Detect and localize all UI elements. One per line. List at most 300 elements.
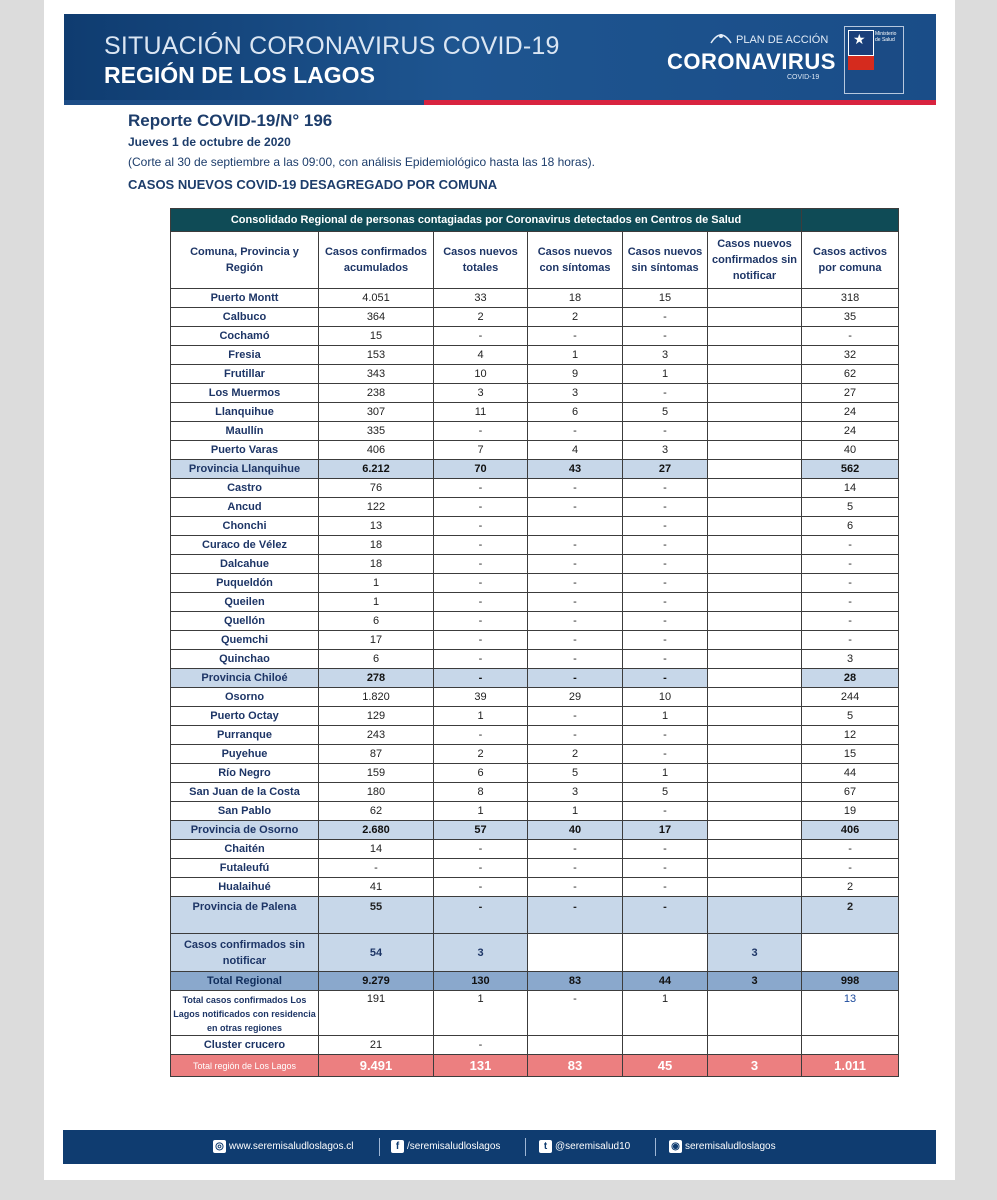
row-value-cell: - [528, 498, 623, 517]
row-value-cell [708, 897, 802, 934]
row-value-cell [708, 308, 802, 327]
row-value-cell: 1 [623, 764, 708, 783]
stripe-blue [64, 100, 424, 105]
row-name-cell: Puerto Varas [171, 441, 319, 460]
row-value-cell: - [802, 631, 899, 650]
row-value-cell: 9.279 [319, 972, 434, 991]
row-value-cell: - [623, 631, 708, 650]
flag-star-icon: ★ [853, 31, 866, 47]
row-value-cell: 562 [802, 460, 899, 479]
row-value-cell: 45 [623, 1055, 708, 1077]
row-value-cell: 40 [802, 441, 899, 460]
header-cell: Casos nuevos confirmados sin notificar [708, 232, 802, 289]
table-row [171, 745, 899, 764]
row-value-cell: 180 [319, 783, 434, 802]
row-value-cell: - [528, 593, 623, 612]
row-value-cell: 17 [623, 821, 708, 840]
row-value-cell: 3 [528, 783, 623, 802]
row-value-cell: 14 [802, 479, 899, 498]
report-subtitle: CASOS NUEVOS COVID-19 DESAGREGADO POR COMUNA [128, 177, 498, 192]
row-value-cell: 364 [319, 308, 434, 327]
row-value-cell: 3 [623, 441, 708, 460]
row-value-cell: 87 [319, 745, 434, 764]
row-value-cell: 32 [802, 346, 899, 365]
row-value-cell: 6 [319, 612, 434, 631]
row-value-cell: - [434, 631, 528, 650]
row-name-cell: Chonchi [171, 517, 319, 536]
row-value-cell: 131 [434, 1055, 528, 1077]
row-value-cell: - [434, 669, 528, 688]
row-value-cell [708, 327, 802, 346]
row-value-cell: 406 [802, 821, 899, 840]
row-value-cell: 39 [434, 688, 528, 707]
row-value-cell: 1.011 [802, 1055, 899, 1077]
row-value-cell [708, 460, 802, 479]
row-name-cell: San Pablo [171, 802, 319, 821]
footer-facebook[interactable] [391, 1140, 500, 1153]
row-value-cell: - [528, 555, 623, 574]
banner-title-line2: REGIÓN DE LOS LAGOS [104, 62, 375, 88]
row-value-cell: - [434, 327, 528, 346]
row-value-cell [708, 878, 802, 897]
row-value-cell: - [623, 726, 708, 745]
row-value-cell: - [623, 593, 708, 612]
row-value-cell: - [528, 479, 623, 498]
brand-sub-label: COVID-19 [787, 74, 820, 81]
row-value-cell: - [802, 593, 899, 612]
row-name-cell: Hualaihué [171, 878, 319, 897]
row-name-cell: Futaleufú [171, 859, 319, 878]
row-value-cell: - [434, 593, 528, 612]
row-value-cell: - [434, 878, 528, 897]
row-value-cell: 76 [319, 479, 434, 498]
row-value-cell: 998 [802, 972, 899, 991]
row-value-cell: - [802, 536, 899, 555]
row-value-cell: 13 [802, 991, 899, 1036]
row-value-cell: 6 [434, 764, 528, 783]
row-value-cell: 14 [319, 840, 434, 859]
table-row [171, 972, 899, 991]
footer-divider [525, 1138, 526, 1156]
row-value-cell: 33 [434, 289, 528, 308]
row-value-cell: 18 [319, 536, 434, 555]
row-value-cell: 278 [319, 669, 434, 688]
report-date: Jueves 1 de octubre de 2020 [128, 135, 291, 149]
row-value-cell [708, 707, 802, 726]
row-value-cell: 35 [802, 308, 899, 327]
table-row [171, 840, 899, 859]
report-title: Reporte COVID-19/N° 196 [128, 111, 333, 130]
table-row [171, 934, 899, 972]
row-value-cell: 29 [528, 688, 623, 707]
row-value-cell: 55 [319, 897, 434, 934]
row-value-cell: - [623, 669, 708, 688]
row-value-cell [708, 612, 802, 631]
table-row [171, 612, 899, 631]
row-value-cell: - [528, 840, 623, 859]
covid-cases-table [170, 208, 899, 1077]
row-value-cell [708, 441, 802, 460]
row-value-cell: - [434, 726, 528, 745]
row-value-cell: 2 [802, 897, 899, 934]
table-row [171, 1055, 899, 1077]
table-title: Consolidado Regional de personas contagiadas por Coronavirus detectados en Centros de Salud [171, 209, 802, 232]
footer-web-text: www.seremisaludloslagos.cl [229, 1141, 354, 1153]
row-value-cell: - [623, 536, 708, 555]
row-value-cell: 21 [319, 1036, 434, 1055]
row-value-cell [708, 745, 802, 764]
table-row [171, 593, 899, 612]
row-value-cell: 3 [434, 934, 528, 972]
row-value-cell: - [802, 859, 899, 878]
row-value-cell: 83 [528, 1055, 623, 1077]
row-name-cell: San Juan de la Costa [171, 783, 319, 802]
table-row [171, 365, 899, 384]
row-value-cell [708, 593, 802, 612]
row-value-cell: 5 [802, 498, 899, 517]
row-value-cell: - [623, 498, 708, 517]
row-value-cell: - [623, 555, 708, 574]
row-name-cell: Maullín [171, 422, 319, 441]
row-value-cell: 1 [434, 991, 528, 1036]
row-value-cell [708, 859, 802, 878]
row-value-cell: 244 [802, 688, 899, 707]
row-value-cell: - [434, 517, 528, 536]
row-value-cell: 5 [528, 764, 623, 783]
row-value-cell [708, 574, 802, 593]
flag-red-icon [848, 56, 874, 70]
row-value-cell [708, 1036, 802, 1055]
footer-instagram-text: seremisaludloslagos [685, 1141, 776, 1153]
row-value-cell: - [802, 840, 899, 859]
row-value-cell [708, 517, 802, 536]
table-header-row [171, 232, 899, 289]
row-value-cell: - [623, 612, 708, 631]
footer-bar [63, 1130, 936, 1164]
row-name-cell: Total casos confirmados Los Lagos notificados con residencia en otras regiones [171, 991, 319, 1036]
table-row [171, 688, 899, 707]
row-value-cell: 83 [528, 972, 623, 991]
row-value-cell [708, 669, 802, 688]
row-name-cell: Total Regional [171, 972, 319, 991]
table-row [171, 460, 899, 479]
row-value-cell: 43 [528, 460, 623, 479]
row-value-cell: 28 [802, 669, 899, 688]
row-value-cell: - [434, 612, 528, 631]
row-value-cell: - [623, 840, 708, 859]
row-value-cell: 159 [319, 764, 434, 783]
row-value-cell: 1.820 [319, 688, 434, 707]
row-value-cell: 406 [319, 441, 434, 460]
row-name-cell: Curaco de Vélez [171, 536, 319, 555]
row-value-cell: 1 [528, 346, 623, 365]
row-value-cell: 27 [623, 460, 708, 479]
row-value-cell: - [623, 479, 708, 498]
table-row [171, 707, 899, 726]
row-name-cell: Provincia de Palena [171, 897, 319, 934]
row-value-cell: - [528, 669, 623, 688]
row-value-cell: - [623, 517, 708, 536]
row-value-cell [623, 934, 708, 972]
facebook-icon: f [391, 1140, 404, 1153]
row-name-cell: Puyehue [171, 745, 319, 764]
row-name-cell: Calbuco [171, 308, 319, 327]
row-value-cell: - [434, 1036, 528, 1055]
row-name-cell: Casos confirmados sin notificar [171, 934, 319, 972]
stripe-red [424, 100, 936, 105]
table-row [171, 859, 899, 878]
row-value-cell [623, 1036, 708, 1055]
header-cell: Casos nuevos sin síntomas [623, 232, 708, 289]
row-value-cell [708, 821, 802, 840]
table-row [171, 536, 899, 555]
row-name-cell: Puerto Octay [171, 707, 319, 726]
row-value-cell: 307 [319, 403, 434, 422]
row-value-cell: - [528, 991, 623, 1036]
row-value-cell: 2 [434, 308, 528, 327]
row-value-cell: - [528, 536, 623, 555]
row-name-cell: Cluster crucero [171, 1036, 319, 1055]
row-value-cell [708, 764, 802, 783]
row-value-cell: 15 [802, 745, 899, 764]
row-value-cell: 122 [319, 498, 434, 517]
row-value-cell: - [434, 650, 528, 669]
row-value-cell [802, 1036, 899, 1055]
row-value-cell: 2.680 [319, 821, 434, 840]
row-value-cell: - [802, 555, 899, 574]
table-row [171, 346, 899, 365]
table-row [171, 631, 899, 650]
row-name-cell: Quellón [171, 612, 319, 631]
row-value-cell: - [528, 859, 623, 878]
row-value-cell: 13 [319, 517, 434, 536]
row-value-cell: 1 [623, 365, 708, 384]
row-value-cell: 3 [708, 972, 802, 991]
row-value-cell [708, 650, 802, 669]
row-value-cell: 10 [434, 365, 528, 384]
table-row [171, 1036, 899, 1055]
row-value-cell: - [434, 536, 528, 555]
row-value-cell: 3 [708, 1055, 802, 1077]
row-name-cell: Chaitén [171, 840, 319, 859]
table-row [171, 669, 899, 688]
row-value-cell: 62 [802, 365, 899, 384]
row-value-cell: 335 [319, 422, 434, 441]
footer-facebook-text: /seremisaludloslagos [407, 1141, 501, 1153]
row-value-cell: 2 [528, 745, 623, 764]
row-value-cell: 4 [528, 441, 623, 460]
header-cell: Casos nuevos con síntomas [528, 232, 623, 289]
banner-stripe [64, 100, 936, 105]
footer-instagram[interactable] [669, 1140, 776, 1153]
report-note: (Corte al 30 de septiembre a las 09:00, con análisis Epidemiológico hasta las 18 horas). [128, 155, 595, 169]
row-value-cell: 12 [802, 726, 899, 745]
row-value-cell [708, 991, 802, 1036]
table-row [171, 441, 899, 460]
row-value-cell: - [528, 897, 623, 934]
row-value-cell: - [623, 802, 708, 821]
header-cell: Comuna, Provincia y Región [171, 232, 319, 289]
twitter-icon: t [539, 1140, 552, 1153]
row-value-cell: 17 [319, 631, 434, 650]
row-value-cell: 10 [623, 688, 708, 707]
table-row [171, 650, 899, 669]
row-value-cell: 238 [319, 384, 434, 403]
row-value-cell: 1 [319, 593, 434, 612]
row-value-cell: 67 [802, 783, 899, 802]
row-value-cell: - [528, 327, 623, 346]
table-row [171, 878, 899, 897]
row-value-cell [708, 631, 802, 650]
row-value-cell: 1 [434, 802, 528, 821]
row-value-cell: 1 [623, 707, 708, 726]
row-value-cell: - [528, 878, 623, 897]
row-value-cell [708, 289, 802, 308]
row-value-cell: - [434, 840, 528, 859]
row-value-cell: 5 [802, 707, 899, 726]
row-value-cell: 129 [319, 707, 434, 726]
header-cell: Casos nuevos totales [434, 232, 528, 289]
row-value-cell [708, 840, 802, 859]
row-value-cell [528, 517, 623, 536]
row-value-cell [528, 1036, 623, 1055]
footer-web[interactable] [213, 1140, 354, 1153]
row-value-cell: - [434, 574, 528, 593]
row-value-cell: 343 [319, 365, 434, 384]
row-value-cell [708, 365, 802, 384]
row-name-cell: Dalcahue [171, 555, 319, 574]
row-value-cell: 9.491 [319, 1055, 434, 1077]
plan-label: PLAN DE ACCIÓN [736, 34, 829, 46]
row-value-cell: 3 [434, 384, 528, 403]
row-value-cell: 243 [319, 726, 434, 745]
row-value-cell: 3 [623, 346, 708, 365]
table-row [171, 327, 899, 346]
row-value-cell: - [802, 612, 899, 631]
table-row [171, 783, 899, 802]
row-value-cell: 18 [319, 555, 434, 574]
row-name-cell: Castro [171, 479, 319, 498]
row-value-cell: 318 [802, 289, 899, 308]
table-row [171, 308, 899, 327]
row-value-cell: - [623, 327, 708, 346]
banner-title-line1: SITUACIÓN CORONAVIRUS COVID-19 [104, 32, 560, 60]
row-value-cell [708, 479, 802, 498]
row-value-cell: 9 [528, 365, 623, 384]
row-value-cell [708, 688, 802, 707]
table-row [171, 479, 899, 498]
row-value-cell: - [528, 422, 623, 441]
row-value-cell [528, 934, 623, 972]
header-cell: Casos confirmados acumulados [319, 232, 434, 289]
row-name-cell: Puqueldón [171, 574, 319, 593]
row-value-cell: - [623, 859, 708, 878]
row-name-cell: Provincia Chiloé [171, 669, 319, 688]
row-name-cell: Río Negro [171, 764, 319, 783]
table-row [171, 726, 899, 745]
row-name-cell: Purranque [171, 726, 319, 745]
row-name-cell: Total región de Los Lagos [171, 1055, 319, 1077]
row-value-cell: 62 [319, 802, 434, 821]
row-value-cell: 5 [623, 783, 708, 802]
row-value-cell: 2 [528, 308, 623, 327]
row-value-cell: - [434, 498, 528, 517]
row-value-cell: 18 [528, 289, 623, 308]
row-value-cell [708, 498, 802, 517]
row-value-cell: 11 [434, 403, 528, 422]
row-value-cell: 3 [528, 384, 623, 403]
table-row [171, 821, 899, 840]
table-row [171, 384, 899, 403]
row-value-cell [708, 783, 802, 802]
row-value-cell: - [434, 422, 528, 441]
row-value-cell: - [623, 574, 708, 593]
row-value-cell: - [802, 327, 899, 346]
ministry-seal [844, 26, 904, 94]
table-row [171, 764, 899, 783]
row-value-cell: - [528, 707, 623, 726]
row-value-cell: 15 [623, 289, 708, 308]
row-value-cell: - [623, 308, 708, 327]
row-value-cell: - [623, 384, 708, 403]
row-value-cell: 2 [434, 745, 528, 764]
footer-twitter-text: @seremisalud10 [555, 1141, 631, 1153]
row-value-cell: - [434, 479, 528, 498]
row-value-cell: 6.212 [319, 460, 434, 479]
table-row [171, 289, 899, 308]
row-value-cell [708, 346, 802, 365]
row-value-cell: 1 [319, 574, 434, 593]
footer-divider [655, 1138, 656, 1156]
row-value-cell [708, 802, 802, 821]
globe-icon: ◎ [213, 1140, 226, 1153]
row-name-cell: Provincia Llanquihue [171, 460, 319, 479]
instagram-icon: ◉ [669, 1140, 682, 1153]
row-value-cell: - [528, 631, 623, 650]
row-value-cell: 24 [802, 403, 899, 422]
brand-label: CORONAVIRUS [667, 49, 836, 74]
row-name-cell: Llanquihue [171, 403, 319, 422]
row-value-cell: - [528, 726, 623, 745]
row-value-cell [708, 726, 802, 745]
row-value-cell: 8 [434, 783, 528, 802]
table-row [171, 991, 899, 1036]
row-name-cell: Los Muermos [171, 384, 319, 403]
row-value-cell: - [623, 422, 708, 441]
row-value-cell: 24 [802, 422, 899, 441]
row-value-cell: 1 [623, 991, 708, 1036]
footer-twitter[interactable] [539, 1140, 630, 1153]
row-value-cell: 57 [434, 821, 528, 840]
row-value-cell: 191 [319, 991, 434, 1036]
row-value-cell: 6 [319, 650, 434, 669]
table-row [171, 403, 899, 422]
table-title-spacer [802, 209, 899, 232]
row-value-cell: 1 [434, 707, 528, 726]
row-value-cell: 54 [319, 934, 434, 972]
row-value-cell: 5 [623, 403, 708, 422]
row-value-cell: 70 [434, 460, 528, 479]
footer-divider [379, 1138, 380, 1156]
table-title-row [171, 209, 899, 232]
row-value-cell: - [434, 859, 528, 878]
row-value-cell: - [623, 878, 708, 897]
row-name-cell: Cochamó [171, 327, 319, 346]
table-row [171, 802, 899, 821]
row-value-cell: 3 [708, 934, 802, 972]
row-name-cell: Fresia [171, 346, 319, 365]
row-name-cell: Queilen [171, 593, 319, 612]
